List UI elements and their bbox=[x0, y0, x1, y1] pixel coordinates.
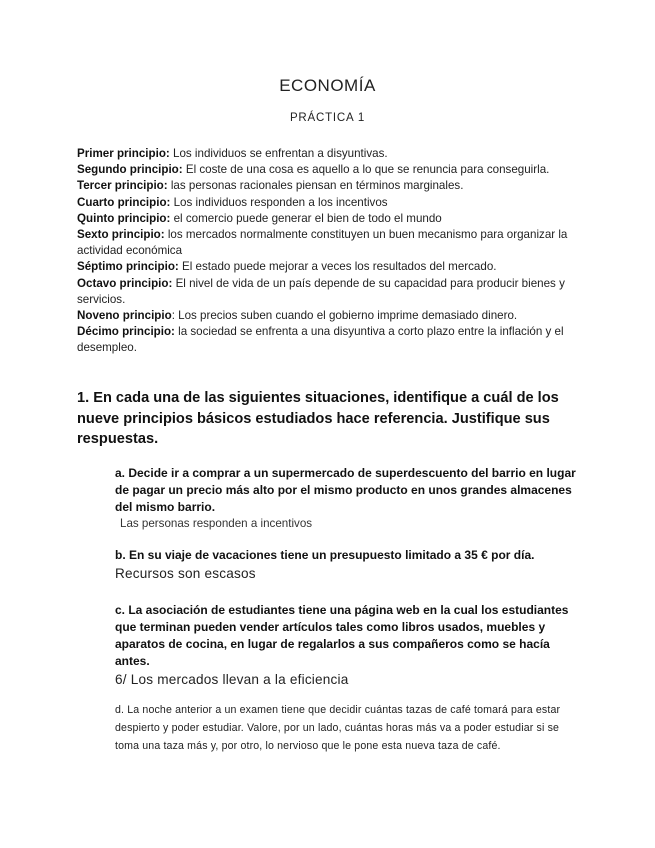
principle-text: Los individuos se enfrentan a disyuntivas. bbox=[169, 147, 388, 160]
principle-item bbox=[77, 162, 582, 178]
item-c-question: c. La asociación de estudiantes tiene una página web en la cual los estudiantes que terminan pueden vender artículos tales como libros usados, muebles y aparatos de cocina, en lugar de regalarlos a sus compañeros como se hacía antes. bbox=[115, 603, 569, 668]
principle-text: los mercados normalmente constituyen un buen mecanismo para organizar la actividad económica bbox=[77, 228, 568, 258]
principle-label: Primer principio: bbox=[77, 147, 170, 160]
exercise-item-c bbox=[115, 602, 580, 689]
principle-label: Décimo principio: bbox=[77, 325, 175, 339]
principle-label: Quinto principio: bbox=[77, 211, 171, 225]
item-b-answer: Recursos son escasos bbox=[115, 566, 256, 581]
principle-text: Los individuos responden a los incentivos bbox=[170, 195, 388, 209]
principle-label: Octavo principio: bbox=[77, 276, 173, 290]
principle-label: Cuarto principio: bbox=[77, 195, 171, 209]
principle-text: El coste de una cosa es aquello a lo que se renuncia para conseguirla. bbox=[182, 163, 550, 177]
exercise-item-b bbox=[115, 547, 580, 583]
principle-text: las personas racionales piensan en términos marginales. bbox=[167, 179, 464, 193]
principle-item bbox=[77, 195, 582, 211]
document-subtitle: PRÁCTICA 1 bbox=[289, 112, 366, 124]
principle-item bbox=[77, 259, 582, 275]
principle-item bbox=[77, 178, 582, 194]
principle-item bbox=[77, 227, 582, 259]
principle-label: Séptimo principio: bbox=[77, 260, 179, 274]
principles-list bbox=[77, 146, 582, 357]
principle-text: el comercio puede generar el bien de todo el mundo bbox=[170, 211, 442, 225]
exercise-question: 1. En cada una de las siguientes situaciones, identifique a cuál de los nueve principios básicos estudiados hace referencia. Justifique sus respuestas. bbox=[77, 390, 559, 447]
exercise-item-d bbox=[115, 701, 580, 755]
principle-item bbox=[77, 146, 582, 162]
principle-item bbox=[77, 308, 582, 324]
principle-label: Segundo principio: bbox=[77, 163, 183, 177]
principle-item bbox=[77, 324, 582, 356]
document-title: ECONOMÍA bbox=[279, 76, 376, 95]
item-c-answer: 6/ Los mercados llevan a la eficiencia bbox=[115, 672, 349, 687]
principle-text: El estado puede mejorar a veces los resultados del mercado. bbox=[178, 260, 497, 274]
principle-label: Noveno principio bbox=[77, 309, 172, 323]
item-a-question: a. Decide ir a comprar a un supermercado de superdescuento del barrio en lugar de pagar un precio más alto por el mismo producto en unos grandes almacenes del mismo barrio. bbox=[115, 466, 576, 514]
item-a-answer: Las personas responden a incentivos bbox=[120, 517, 313, 530]
item-d-question: d. La noche anterior a un examen tiene que decidir cuántas tazas de café tomará para estar despierto y poder estudiar. Valore, por un lado, cuántas horas más va a poder estudiar si se toma una taza más y, por otro, lo nervioso que le pone esta nueva taza de café. bbox=[115, 704, 561, 752]
principle-item bbox=[77, 276, 582, 308]
principle-label: Sexto principio: bbox=[77, 228, 165, 242]
principle-label: Tercer principio: bbox=[77, 179, 168, 193]
principle-item bbox=[77, 211, 582, 227]
principle-text: : Los precios suben cuando el gobierno imprime demasiado dinero. bbox=[171, 309, 518, 323]
principle-text: El nivel de vida de un país depende de su capacidad para producir bienes y servicios. bbox=[77, 276, 565, 306]
item-b-question: b. En su viaje de vacaciones tiene un presupuesto limitado a 35 € por día. bbox=[115, 548, 535, 562]
exercise-item-a bbox=[115, 465, 580, 532]
principle-text: la sociedad se enfrenta a una disyuntiva a corto plazo entre la inflación y el desempleo. bbox=[77, 325, 564, 355]
